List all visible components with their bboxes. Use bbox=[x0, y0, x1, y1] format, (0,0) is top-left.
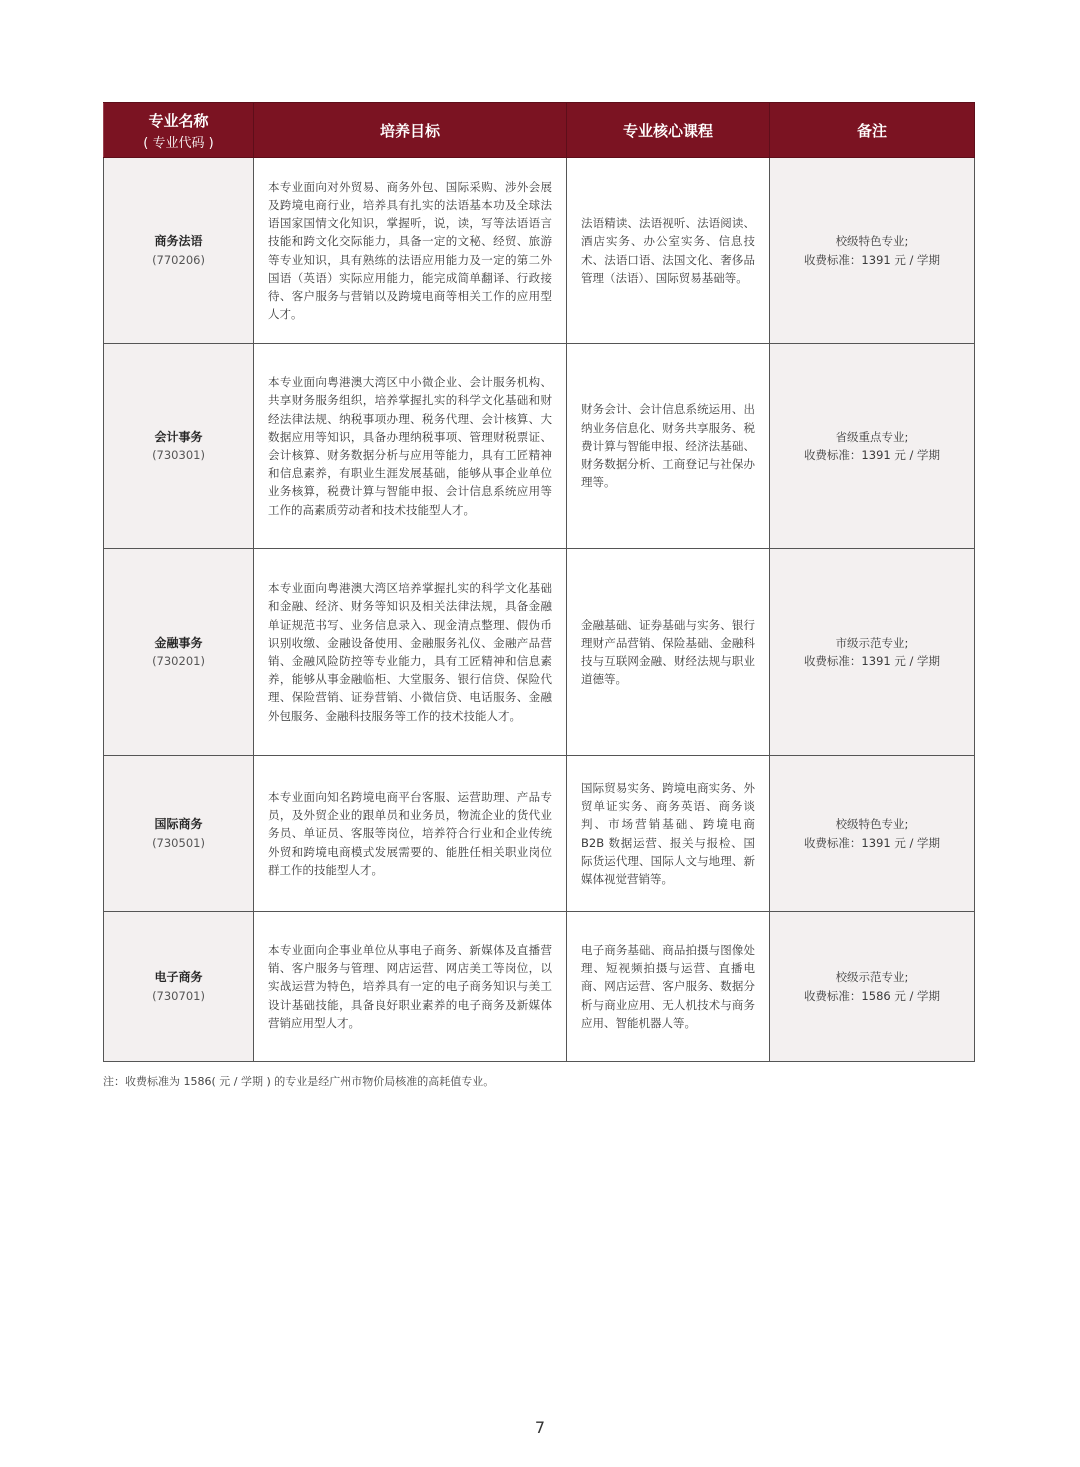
major-cell bbox=[104, 549, 254, 756]
core-courses: 电子商务基础、商品拍摄与图像处理、短视频拍摄与运营、直播电商、网店运营、客户服务、数据分析与商业应用、无人机技术与商务应用、智能机器人等。 bbox=[567, 912, 770, 1062]
remark-level: 校级特色专业; bbox=[835, 817, 909, 832]
remark-fee: 收费标准：1586 元 / 学期 bbox=[803, 988, 941, 1003]
header-training-goal: 培养目标 bbox=[254, 103, 567, 158]
core-courses: 法语精读、法语视听、法语阅读、酒店实务、办公室实务、信息技术、法语口语、法国文化、奢侈品管理（法语）、国际贸易基础等。 bbox=[567, 158, 770, 344]
core-courses: 国际贸易实务、跨境电商实务、外贸单证实务、商务英语、商务谈判、市场营销基础、跨境电商 B2B 数据运营、报关与报检、国际货运代理、国际人文与地理、新媒体视觉营销等。 bbox=[567, 756, 770, 912]
major-cell bbox=[104, 344, 254, 549]
training-goal: 本专业面向对外贸易、商务外包、国际采购、涉外会展及跨境电商行业，培养具有扎实的法语基本功及全球法语国家国情文化知识，掌握听，说，读，写等法语语言技能和跨文化交际能力，具备一定的文秘、经贸、旅游等专业知识，具有熟练的法语应用能力及一定的第二外国语（英语）实际应用能力，能完成简单翻译、行政接待、客户服务与营销以及跨境电商等相关工作的应用型人才。 bbox=[254, 158, 567, 344]
training-goal: 本专业面向粤港澳大湾区中小微企业、会计服务机构、共享财务服务组织，培养掌握扎实的科学文化基础和财经法律法规、纳税事项办理、税务代理、会计核算、大数据应用等知识，具备办理纳税事项、管理财税票证、会计核算、财务数据分析与应用等能力，具有工匠精神和信息素养，有职业生涯发展基础，能够从事企业单位业务核算，税费计算与智能申报、会计信息系统应用等工作的高素质劳动者和技术技能型人才。 bbox=[254, 344, 567, 549]
remarks-cell bbox=[770, 344, 975, 549]
page-number: 7 bbox=[534, 1418, 546, 1437]
major-name: 会计事务 bbox=[154, 429, 203, 444]
major-cell bbox=[104, 756, 254, 912]
remarks-cell bbox=[770, 756, 975, 912]
table-row bbox=[104, 344, 975, 549]
table-row bbox=[104, 912, 975, 1062]
remark-level: 校级特色专业; bbox=[835, 234, 909, 249]
major-code: (730301) bbox=[152, 448, 205, 462]
major-name: 电子商务 bbox=[154, 970, 203, 985]
remark-level: 市级示范专业; bbox=[835, 635, 909, 650]
remarks-cell bbox=[770, 158, 975, 344]
core-courses: 金融基础、证券基础与实务、银行理财产品营销、保险基础、金融科技与互联网金融、财经法规与职业道德等。 bbox=[567, 549, 770, 756]
remark-fee: 收费标准：1391 元 / 学期 bbox=[803, 835, 941, 850]
remark-fee: 收费标准：1391 元 / 学期 bbox=[803, 448, 941, 462]
majors-table bbox=[103, 102, 975, 1062]
training-goal: 本专业面向企事业单位从事电子商务、新媒体及直播营销、客户服务与管理、网店运营、网店美工等岗位，以实战运营为特色，培养具有一定的电子商务知识与美工设计基础技能，具备良好职业素养的电子商务及新媒体营销应用型人才。 bbox=[254, 912, 567, 1062]
header-major-name-label: 专业名称 bbox=[148, 111, 209, 130]
major-name: 商务法语 bbox=[154, 234, 203, 249]
table-row bbox=[104, 158, 975, 344]
fee-footnote: 注：收费标准为 1586( 元 / 学期 ) 的专业是经广州市物价局核准的高耗值专业。 bbox=[103, 1075, 495, 1088]
header-major-name bbox=[104, 103, 254, 158]
major-cell bbox=[104, 158, 254, 344]
core-courses: 财务会计、会计信息系统运用、出纳业务信息化、财务共享服务、税费计算与智能申报、经济法基础、财务数据分析、工商登记与社保办理等。 bbox=[567, 344, 770, 549]
header-major-code-label: ( 专业代码 ) bbox=[143, 135, 214, 151]
major-code: (730501) bbox=[152, 835, 205, 850]
major-name: 国际商务 bbox=[154, 817, 203, 832]
header-core-courses: 专业核心课程 bbox=[567, 103, 770, 158]
major-code: (770206) bbox=[152, 252, 205, 267]
training-goal: 本专业面向粤港澳大湾区培养掌握扎实的科学文化基础和金融、经济、财务等知识及相关法律法规，具备金融单证规范书写、业务信息录入、现金清点整理、假伪币识别收缴、金融设备使用、金融服务礼仪、金融产品营销、金融风险防控等专业能力，具有工匠精神和信息素养，能够从事金融临柜、大堂服务、银行信贷、保险代理、保险营销、证券营销、小微信贷、电话服务、金融外包服务、金融科技服务等工作的技术技能人才。 bbox=[254, 549, 567, 756]
remarks-cell bbox=[770, 549, 975, 756]
remark-level: 省级重点专业; bbox=[835, 429, 909, 444]
remark-fee: 收费标准：1391 元 / 学期 bbox=[803, 252, 941, 267]
majors-table-container bbox=[103, 102, 974, 1062]
training-goal: 本专业面向知名跨境电商平台客服、运营助理、产品专员，及外贸企业的跟单员和业务员，物流企业的货代业务员、单证员、客服等岗位，培养符合行业和企业传统外贸和跨境电商模式发展需要的、能胜任相关职业岗位群工作的技能型人才。 bbox=[254, 756, 567, 912]
remark-level: 校级示范专业; bbox=[835, 970, 909, 985]
remarks-cell bbox=[770, 912, 975, 1062]
table-row bbox=[104, 756, 975, 912]
major-cell bbox=[104, 912, 254, 1062]
table-row bbox=[104, 549, 975, 756]
major-code: (730201) bbox=[152, 654, 205, 668]
table-header-row bbox=[104, 103, 975, 158]
major-code: (730701) bbox=[152, 988, 205, 1003]
remark-fee: 收费标准：1391 元 / 学期 bbox=[803, 654, 941, 668]
major-name: 金融事务 bbox=[154, 635, 203, 650]
header-remarks: 备注 bbox=[770, 103, 975, 158]
